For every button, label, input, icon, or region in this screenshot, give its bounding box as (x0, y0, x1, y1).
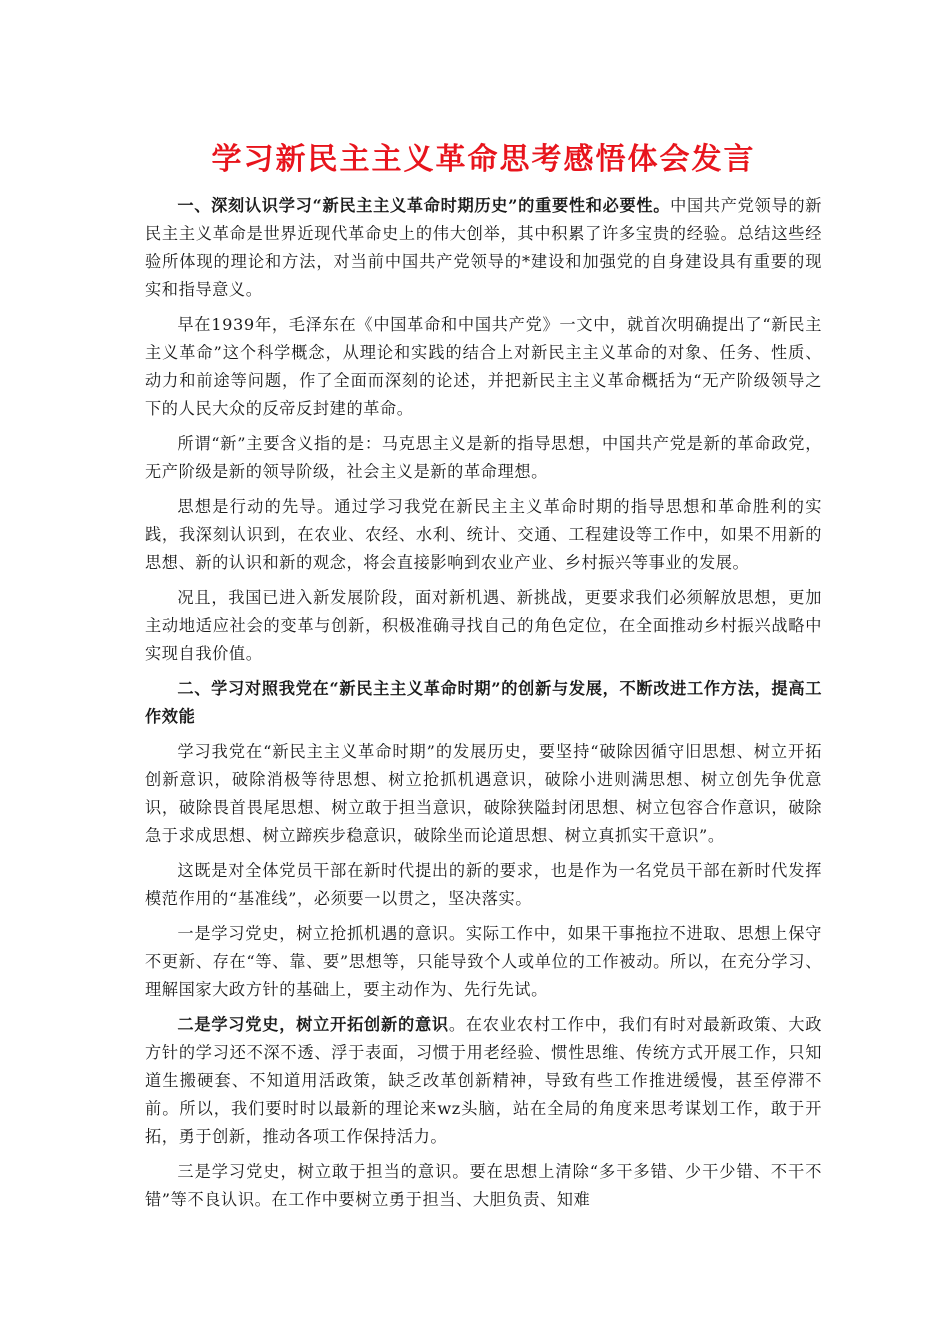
paragraph-9-text: 。在农业农村工作中，我们有时对最新政策、大政方针的学习还不深不透、浮于表面，习惯于用老经验、惯性思维、传统方式开展工作，只知道生搬硬套、不知道用活政策，缺乏改革创新精神，导致有些工作推进缓慢，甚至停滞不前。所以，我们要时时以最新的理论来wz头脑，站在全局的角度来思考谋划工作，敢于开拓，勇于创新，推动各项工作保持活力。 (145, 1015, 822, 1146)
paragraph-5: 况且，我国已进入新发展阶段，面对新机遇、新挑战，更要求我们必须解放思想，更加主动地适应社会的变革与创新，积极准确寻找自己的角色定位，在全面推动乡村振兴战略中实现自我价值。 (145, 588, 822, 663)
paragraph-9-bold: 二是学习党史，树立开拓创新的意识 (177, 1015, 449, 1034)
paragraph-7: 这既是对全体党员干部在新时代提出的新的要求，也是作为一名党员干部在新时代发挥模范作用的“基准线”，必须要一以贯之，坚决落实。 (145, 861, 822, 908)
section-heading-2: 二、学习对照我党在“新民主主义革命时期”的创新与发展，不断改进工作方法，提高工作效能 (145, 679, 822, 726)
document-title: 学习新民主主义革命思考感悟体会发言 (211, 142, 756, 177)
paragraph-1-text: 中国共产党领导的新民主主义革命是世界近现代革命史上的伟大创举，其中积累了许多宝贵的经验。总结这些经验所体现的理论和方法，对当前中国共产党领导的*建设和加强党的自身建设具有重要的现实和指导意义。 (145, 196, 822, 299)
paragraph-4: 思想是行动的先导。通过学习我党在新民主主义革命时期的指导思想和革命胜利的实践，我深刻认识到，在农业、农经、水利、统计、交通、工程建设等工作中，如果不用新的思想、新的认识和新的观念，将会直接影响到农业产业、乡村振兴等事业的发展。 (145, 497, 822, 572)
paragraph-8: 一是学习党史，树立抢抓机遇的意识。实际工作中，如果干事拖拉不进取、思想上保守不更新、存在“等、靠、要”思想等，只能导致个人或单位的工作被动。所以，在充分学习、理解国家大政方针的基础上，要主动作为、先行先试。 (145, 924, 822, 999)
paragraph-10: 三是学习党史，树立敢于担当的意识。要在思想上清除“多干多错、少干少错、不干不错”等不良认识。在工作中要树立勇于担当、大胆负责、知难 (145, 1162, 822, 1209)
paragraph-3: 所谓“新”主要含义指的是：马克思主义是新的指导思想，中国共产党是新的革命政党，无产阶级是新的领导阶级，社会主义是新的革命理想。 (145, 434, 822, 481)
paragraph-2: 早在1939年，毛泽东在《中国革命和中国共产党》一文中，就首次明确提出了“新民主主义革命”这个科学概念，从理论和实践的结合上对新民主主义革命的对象、任务、性质、动力和前途等问题，作了全面而深刻的论述，并把新民主主义革命概括为“无产阶级领导之下的人民大众的反帝反封建的革命。 (145, 315, 822, 418)
paragraph-9 (145, 1011, 822, 1151)
section-heading-1: 一、深刻认识学习“新民主主义革命时期历史”的重要性和必要性。 (177, 196, 671, 215)
paragraph-1 (145, 192, 822, 304)
paragraph-6: 学习我党在“新民主主义革命时期”的发展历史，要坚持“破除因循守旧思想、树立开拓创新意识，破除消极等待思想、树立抢抓机遇意识，破除小进则满思想、树立创先争优意识，破除畏首畏尾思想、树立敢于担当意识，破除狭隘封闭思想、树立包容合作意识，破除急于求成思想、树立蹄疾步稳意识，破除坐而论道思想、树立真抓实干意识”。 (145, 742, 822, 845)
